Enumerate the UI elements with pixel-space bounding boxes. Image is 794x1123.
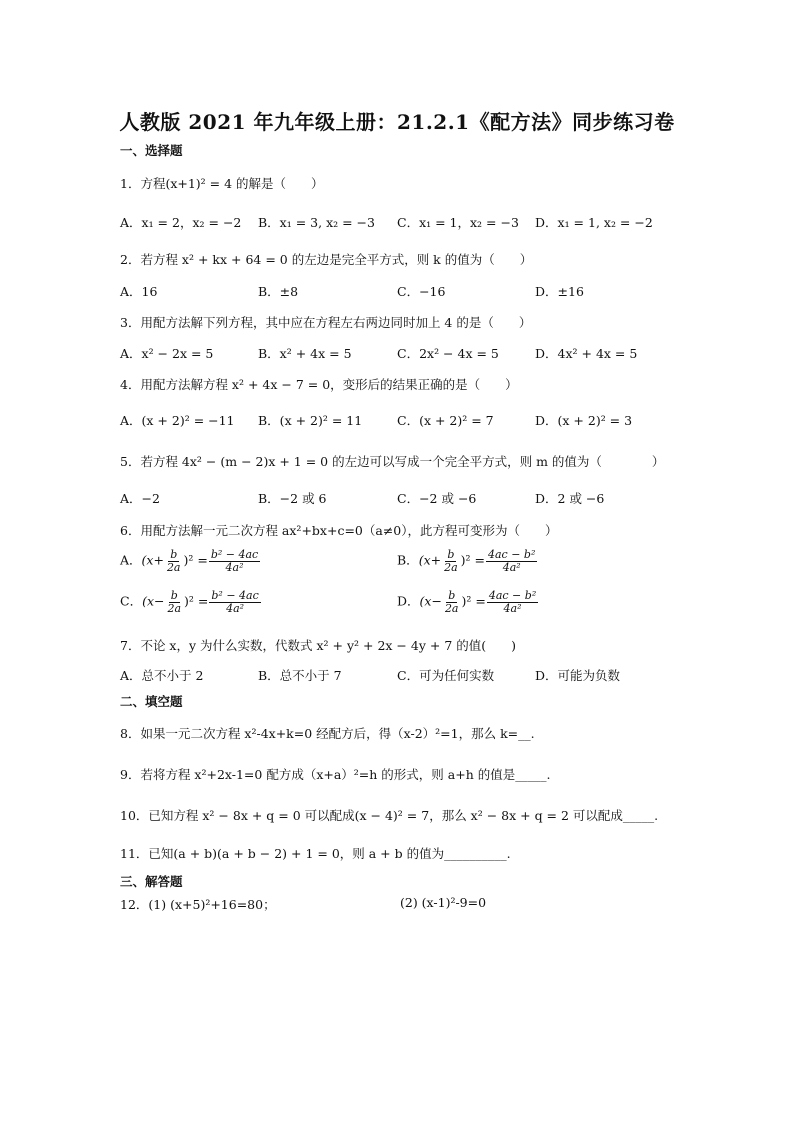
- q4-option-b: B．(x + 2)² = 11: [258, 413, 363, 428]
- q6-option-b: B．(x+ $\frac{b}{2a}$ )² = $\frac{\text{4ac − b²}}{\text{4a²}}$: [397, 548, 536, 574]
- fraction: $\frac{b}{2a}$: [167, 589, 182, 615]
- q5-option-d: D．2 或 −6: [535, 491, 605, 506]
- q6-option-d: D．(x− $\frac{b}{2a}$ )² = $\frac{\text{4ac − b²}}{\text{4a²}}$: [397, 589, 537, 615]
- question-11: 11．已知(a + b)(a + b − 2) + 1 = 0，则 a + b 的值为__________.: [120, 846, 511, 861]
- question-10: 10．已知方程 x² − 8x + q = 0 可以配成(x − 4)² = 7，那么 x² − 8x + q = 2 可以配成_____.: [120, 808, 659, 823]
- q3-option-c: C．2x² − 4x = 5: [397, 346, 499, 361]
- fraction: $\frac{b}{2a}$: [444, 548, 458, 574]
- q1-option-c: C．x₁ = 1，x₂ = −3: [397, 215, 519, 230]
- q2-option-d: D．±16: [535, 284, 584, 299]
- question-4: 4．用配方法解方程 x² + 4x − 7 = 0，变形后的结果正确的是（ ）: [120, 377, 518, 392]
- q2-option-b: B．±8: [258, 284, 299, 299]
- question-12-part-1: 12．(1) (x+5)²+16=80；: [120, 897, 276, 912]
- question-7: 7．不论 x，y 为什么实数，代数式 x² + y² + 2x − 4y + 7 的值( ): [120, 638, 516, 653]
- fraction: $\frac{\text{4ac − b²}}{\text{4a²}}$: [488, 548, 536, 574]
- q5-option-b: B．−2 或 6: [258, 491, 327, 506]
- fraction: $\frac{\text{b² − 4ac}}{\text{4a²}}$: [210, 548, 259, 574]
- question-3: 3．用配方法解下列方程，其中应在方程左右两边同时加上 4 的是（ ）: [120, 315, 532, 330]
- q7-option-d: D．可能为负数: [535, 668, 621, 683]
- q6-option-c: C．(x− $\frac{b}{2a}$ )² = $\frac{\text{b² − 4ac}}{\text{4a²}}$: [120, 589, 259, 615]
- q5-option-c: C．−2 或 −6: [397, 491, 477, 506]
- fraction: $\frac{b}{2a}$: [444, 589, 459, 615]
- q1-option-a: A．x₁ = 2，x₂ = −2: [120, 215, 242, 230]
- q3-option-d: D．4x² + 4x = 5: [535, 346, 638, 361]
- question-8: 8．如果一元二次方程 x²-4x+k=0 经配方后，得（x-2）²=1，那么 k=__.: [120, 726, 535, 741]
- q1-option-b: B．x₁ = 3, x₂ = −3: [258, 215, 375, 230]
- section-choice: 一、选择题: [120, 143, 183, 158]
- q2-option-c: C．−16: [397, 284, 446, 299]
- fraction: $\frac{\text{4ac − b²}}{\text{4a²}}$: [488, 589, 537, 615]
- q6-option-a: A．(x+ $\frac{b}{2a}$ )² = $\frac{\text{b² − 4ac}}{\text{4a²}}$: [120, 548, 259, 574]
- option-label: D．: [397, 593, 420, 609]
- question-1: 1．方程(x+1)² = 4 的解是（ ）: [120, 176, 324, 191]
- q2-option-a: A．16: [120, 284, 158, 299]
- fraction: $\frac{\text{b² − 4ac}}{\text{4a²}}$: [211, 589, 259, 615]
- fraction: $\frac{b}{2a}$: [166, 548, 181, 574]
- q4-option-a: A．(x + 2)² = −11: [120, 413, 235, 428]
- section-solve: 三、解答题: [120, 874, 183, 889]
- q3-option-a: A．x² − 2x = 5: [120, 346, 214, 361]
- q1-option-d: D．x₁ = 1, x₂ = −2: [535, 215, 653, 230]
- q3-option-b: B．x² + 4x = 5: [258, 346, 352, 361]
- q7-option-c: C．可为任何实数: [397, 668, 495, 683]
- option-label: A．: [120, 552, 142, 568]
- q7-option-a: A．总不小于 2: [120, 668, 204, 683]
- question-9: 9．若将方程 x²+2x-1=0 配方成（x+a）²=h 的形式，则 a+h 的值是_____.: [120, 767, 551, 782]
- question-2: 2．若方程 x² + kx + 64 = 0 的左边是完全平方式，则 k 的值为（ ）: [120, 252, 533, 267]
- question-12-part-2: (2) (x-1)²-9=0: [400, 895, 487, 910]
- q7-option-b: B．总不小于 7: [258, 668, 342, 683]
- section-fill-blank: 二、填空题: [120, 694, 183, 709]
- option-label: C．: [120, 593, 143, 609]
- q4-option-c: C．(x + 2)² = 7: [397, 413, 494, 428]
- option-label: B．: [397, 552, 419, 568]
- question-5: 5．若方程 4x² − (m − 2)x + 1 = 0 的左边可以写成一个完全平方式，则 m 的值为（ ）: [120, 454, 665, 469]
- page-title: 人教版 2021 年九年级上册：21.2.1《配方法》同步练习卷: [119, 110, 675, 134]
- q4-option-d: D．(x + 2)² = 3: [535, 413, 633, 428]
- q5-option-a: A．−2: [120, 491, 160, 506]
- question-6: 6．用配方法解一元二次方程 ax²+bx+c=0（a≠0），此方程可变形为（ ）: [120, 523, 558, 538]
